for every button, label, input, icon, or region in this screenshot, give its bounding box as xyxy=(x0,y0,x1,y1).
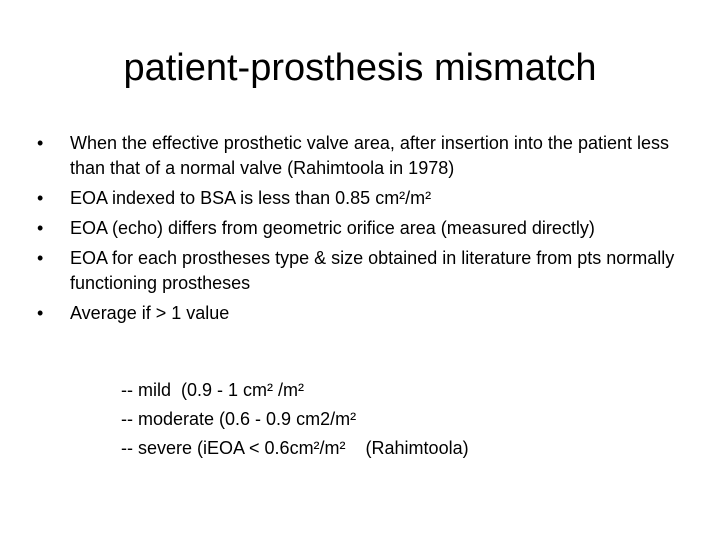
bullet-marker: • xyxy=(37,218,44,238)
bullet-text: Average if > 1 value xyxy=(70,303,230,323)
bullet-item xyxy=(36,186,686,211)
bullet-text: EOA indexed to BSA is less than 0.85 cm²/m² xyxy=(70,188,432,208)
bullet-marker: • xyxy=(37,188,44,208)
grade-mild: -- mild (0.9 - 1 cm² /m² xyxy=(121,380,304,400)
bullet-marker: • xyxy=(37,133,44,153)
bullet-marker: • xyxy=(37,248,44,268)
slide-title: patient-prosthesis mismatch xyxy=(123,47,597,89)
bullet-item xyxy=(36,131,686,181)
grade-moderate: -- moderate (0.6 - 0.9 cm2/m² xyxy=(121,409,357,429)
bullet-item xyxy=(36,246,686,296)
bullet-marker: • xyxy=(37,303,44,323)
bullet-item xyxy=(36,216,686,241)
bullet-text: EOA (echo) differs from geometric orifice area (measured directly) xyxy=(70,218,595,238)
grade-severe: -- severe (iEOA < 0.6cm²/m² (Rahimtoola) xyxy=(121,438,469,458)
bullet-list xyxy=(36,131,686,331)
severity-grade-list xyxy=(121,376,469,463)
bullet-item xyxy=(36,301,686,326)
bullet-text: EOA for each prostheses type & size obtained in literature from pts normally functioning prostheses xyxy=(70,248,675,293)
bullet-text: When the effective prosthetic valve area, after insertion into the patient less than that of a normal valve (Rahimtoola in 1978) xyxy=(70,133,670,178)
